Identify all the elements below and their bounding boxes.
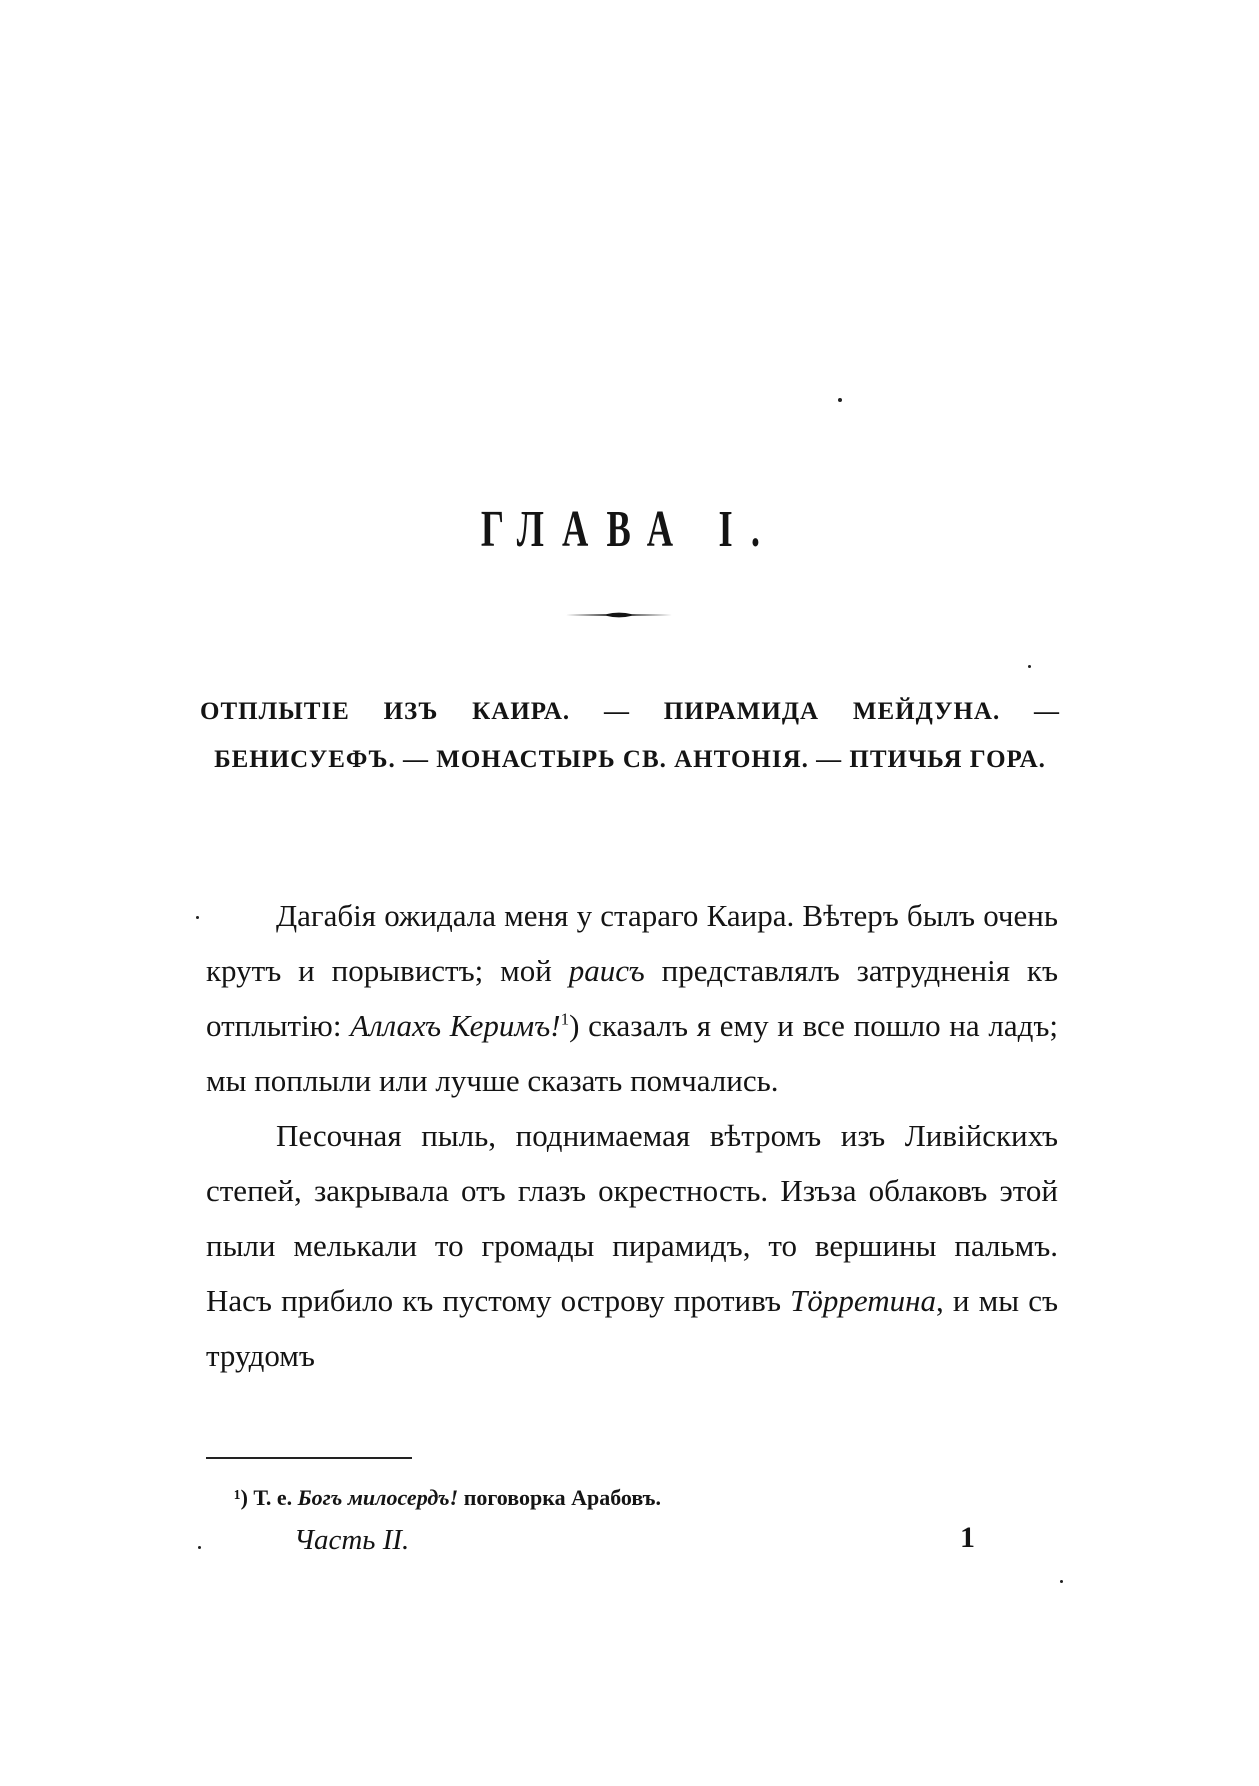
body-text <box>206 888 1058 1383</box>
italic-word: Тӧрретина <box>790 1283 936 1318</box>
footnote-marker: ¹) Т. е. <box>234 1485 298 1510</box>
footnote <box>234 1483 1054 1513</box>
ink-speck <box>838 398 842 402</box>
ink-speck <box>198 1546 201 1549</box>
chapter-title: ГЛАВА I. <box>480 501 779 558</box>
chapter-summary: ОТПЛЫТІЕ ИЗЪ КАИРА. — ПИРАМИДА МЕЙДУНА. — БЕНИСУЕФЪ. — МОНАСТЫРЬ СВ. АНТОНІЯ. — ПТИЧЬЯ ГОРА. <box>200 698 1060 773</box>
paragraph <box>206 888 1058 1108</box>
signature-mark: Часть II. <box>294 1524 410 1556</box>
page-number: 1 <box>960 1521 975 1554</box>
text-run: ) сказалъ я ему и все пошло на ладъ; мы поплыли или лучше сказать помчались. <box>206 1008 1058 1098</box>
ornament-rule <box>566 610 672 620</box>
ink-speck <box>1060 1580 1063 1583</box>
footnote-reference: 1 <box>560 1009 570 1029</box>
ink-speck <box>196 916 199 919</box>
text-run: , и мы съ трудомъ <box>206 1283 1058 1373</box>
footnote-italic: Богъ милосердъ! <box>297 1485 459 1510</box>
footnote-rule <box>206 1457 412 1459</box>
text-run: Песочная пыль, поднимаемая вѣтромъ изъ Ливійскихъ степей, закрывала отъ глазъ окрестность. Изъза облаковъ этой пыли мелькали то громады пирамидъ, то вершины пальмъ. Насъ прибило къ пустому острову противъ <box>206 1118 1058 1318</box>
text-run: Дагабія ожидала меня у стараго Каира. Вѣтеръ былъ очень крутъ и порывистъ; мой <box>206 898 1058 988</box>
paragraph <box>206 1108 1058 1383</box>
footnote-text: поговорка Арабовъ. <box>458 1485 662 1510</box>
italic-word: раисъ <box>568 953 645 988</box>
text-run: представлялъ затрудненія къ отплытію: <box>206 953 1058 1043</box>
italic-phrase: Аллахъ Керимъ! <box>350 1008 561 1043</box>
ink-speck <box>1028 665 1031 668</box>
